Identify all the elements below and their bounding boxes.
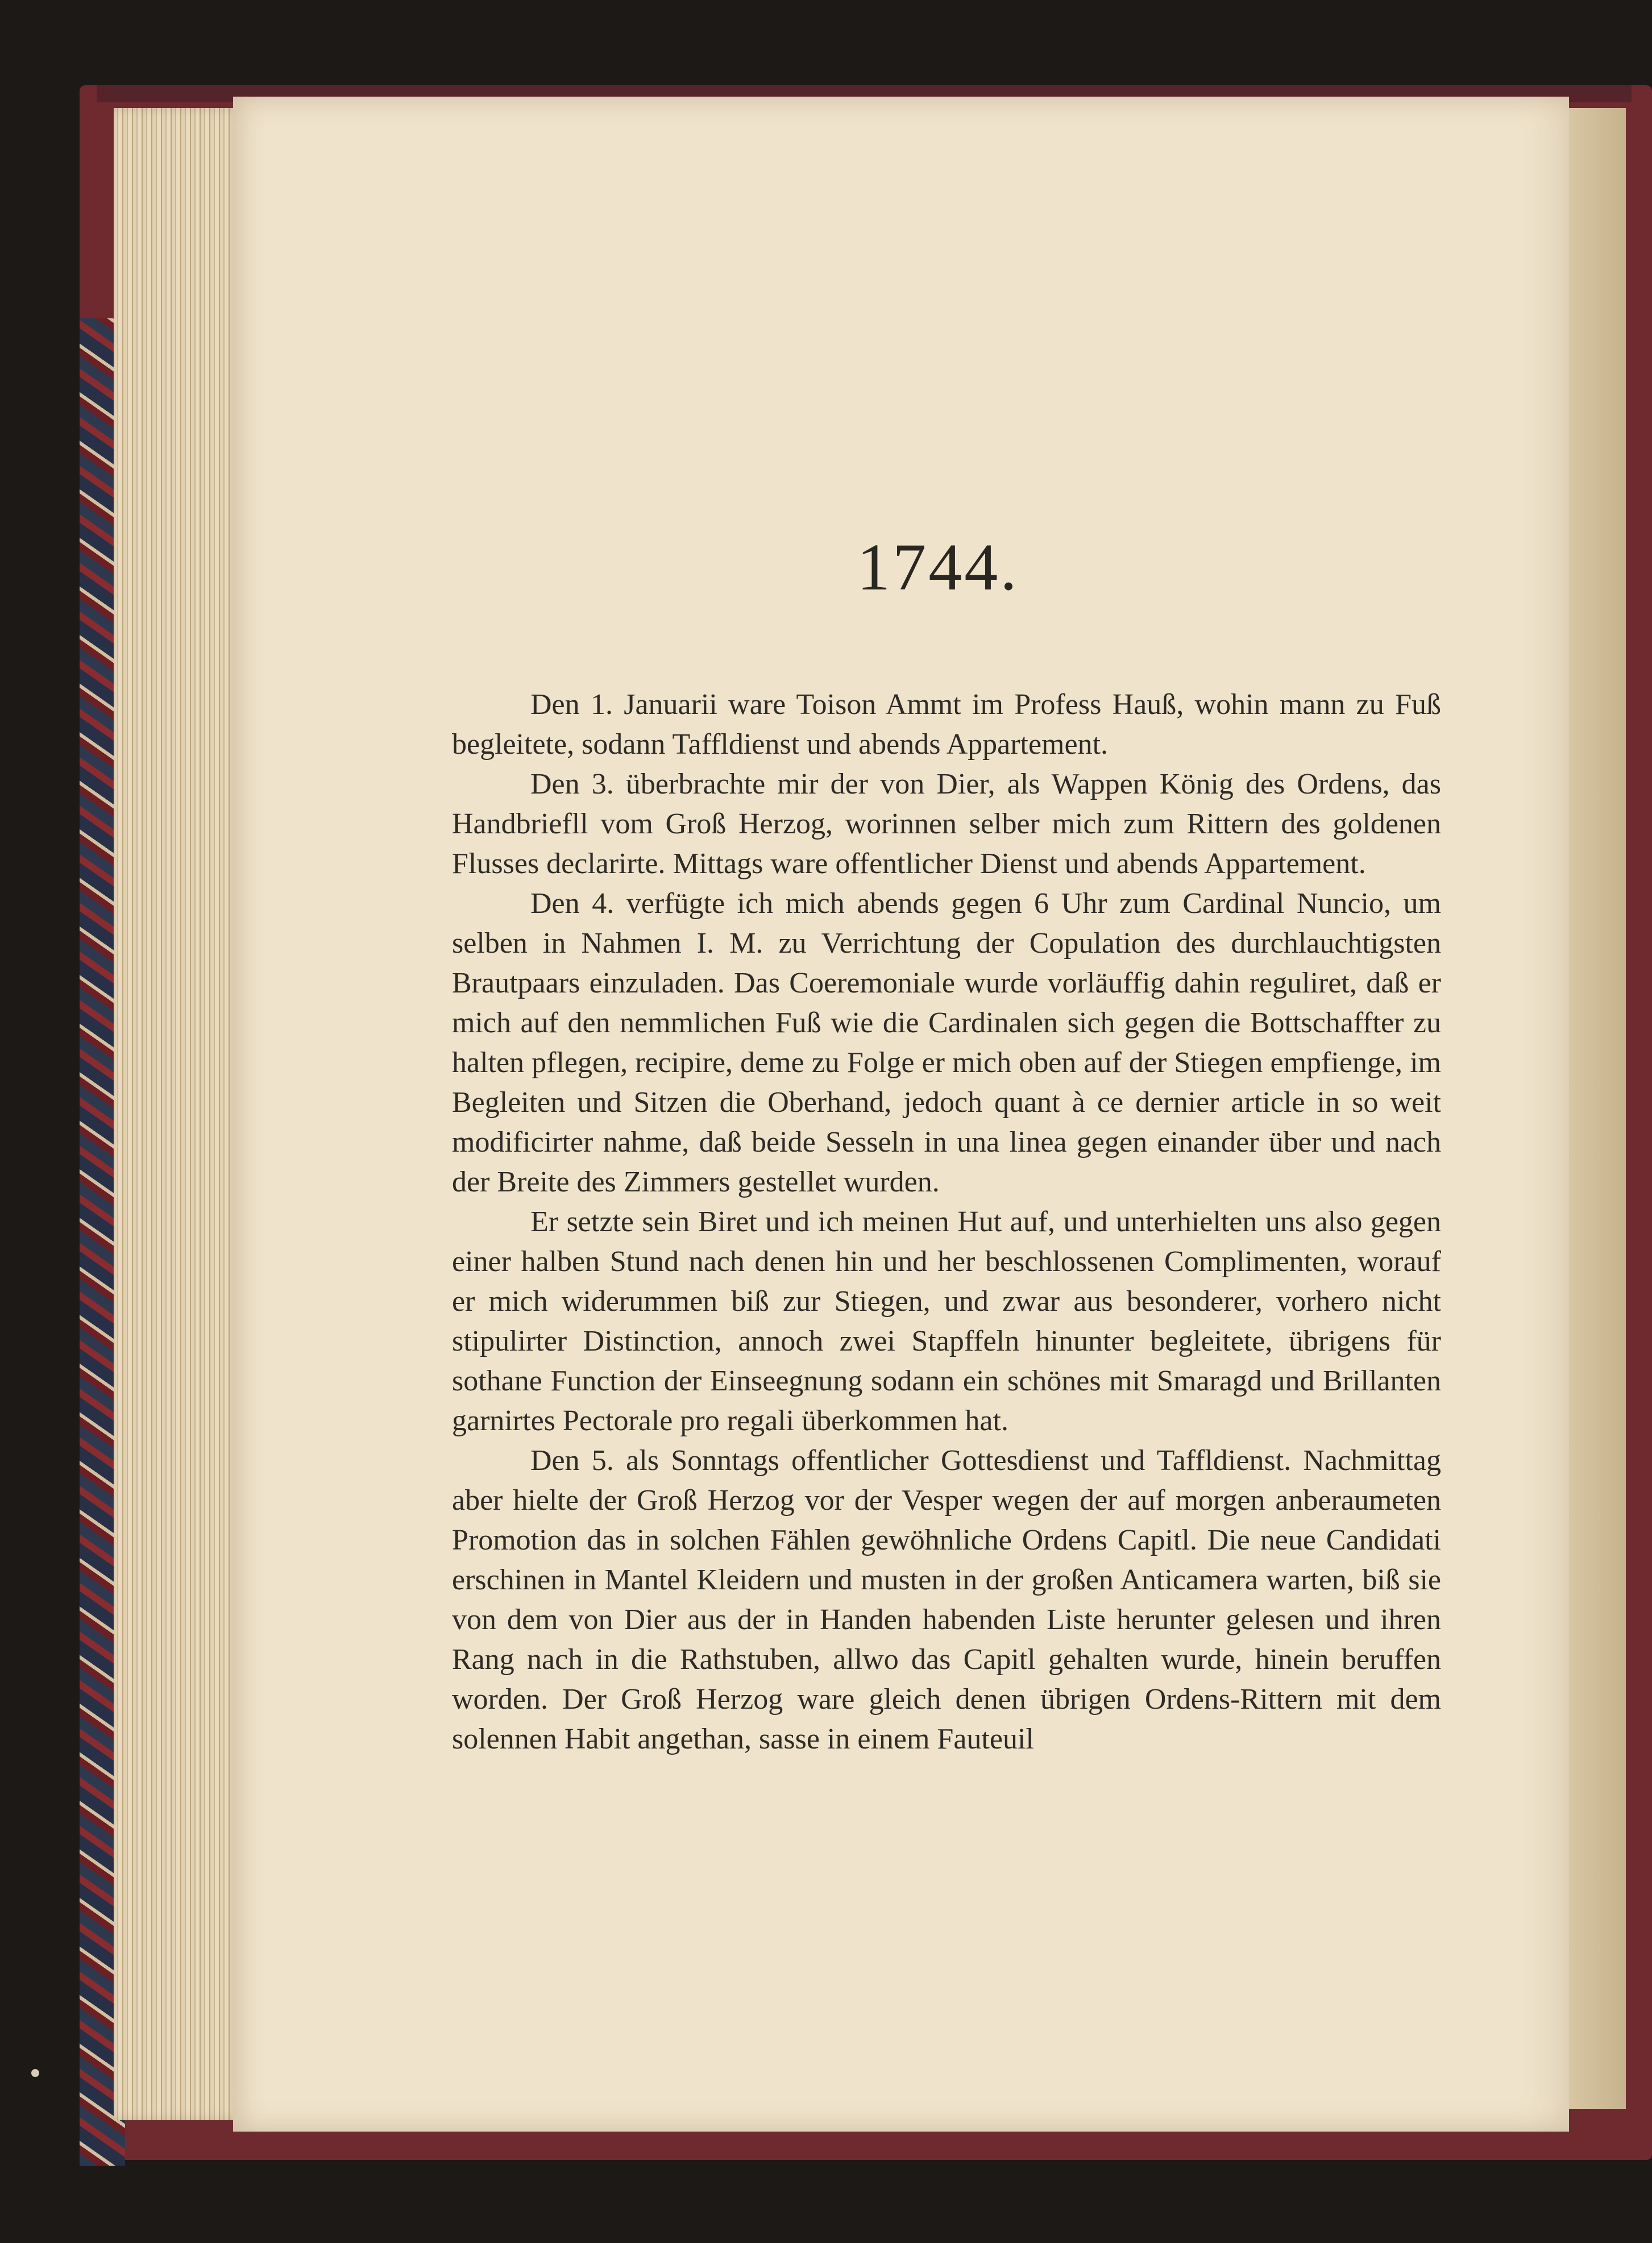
paragraph-2: Den 3. überbrachte mir der von Dier, als Wappen König des Ordens, das Handbriefll vom Groß Herzog, worinnen selber mich zum Rittern des goldenen Flusses declarirte. Mittags ware offentlicher Dienst und abends Appartement. — [452, 768, 1441, 880]
paragraph-3: Den 4. verfügte ich mich abends gegen 6 Uhr zum Cardinal Nuncio, um selben in Nahmen I. M. zu Verrichtung der Copulation des durchlauchtigsten Brautpaars einzuladen. Das Coeremoniale wurde vorläuffig dahin reguliret, daß er mich auf den nemmlichen Fuß wie die Cardinalen sich gegen die Bottschaffter zu halten pflegen, recipire, deme zu Folge er mich oben auf der Stiegen empfienge, im Begleiten und Sitzen die Oberhand, jedoch quant à ce dernier article in so weit modificirter nahme, daß beide Sesseln in una linea gegen einander über und nach der Breite des Zimmers gestellet wurden. — [452, 887, 1441, 1198]
page-edges — [114, 108, 244, 2120]
paragraph-4: Er setzte sein Biret und ich meinen Hut auf, und unterhielten uns also gegen einer halben Stund nach denen hin und her beschlossenen Complimenten, worauf er mich widerummen biß zur Stiegen, und zwar aus besonderer, vorhero nicht stipulirter Distinction, annoch zwei Stapffeln hinunter begleitete, übrigens für sothane Function der Einseegnung sodann ein schönes mit Smaragd und Brillanten garnirtes Pectorale pro regali überkommen hat. — [452, 1206, 1441, 1437]
facing-page-edge — [1569, 108, 1626, 2109]
paragraph-1: Den 1. Januarii ware Toison Ammt im Profess Hauß, wohin mann zu Fuß begleitete, sodann Taffldienst und abends Appartement. — [452, 688, 1441, 761]
paragraph-5: Den 5. als Sonntags offentlicher Gottesdienst und Taffldienst. Nachmittag aber hielte der Groß Herzog vor der Vesper wegen der auf morgen anberaumeten Promotion das in solchen Fählen gewöhnliche Ordens Capitl. Die neue Candidati erschinen in Mantel Kleidern und musten in der großen Anticamera warten, biß sie von dem von Dier aus der in Handen habenden Liste herunter gelesen und ihren Rang nach in die Rathstuben, allwo das Capitl gehalten wurde, hinein beruffen worden. Der Groß Herzog ware gleich denen übrigen Ordens-Rittern mit dem solennen Habit angethan, sasse in einem Fauteuil — [452, 1444, 1441, 1755]
dust-speck — [31, 2069, 39, 2077]
body-text — [452, 685, 1441, 1759]
year-heading: 1744. — [857, 530, 1019, 604]
